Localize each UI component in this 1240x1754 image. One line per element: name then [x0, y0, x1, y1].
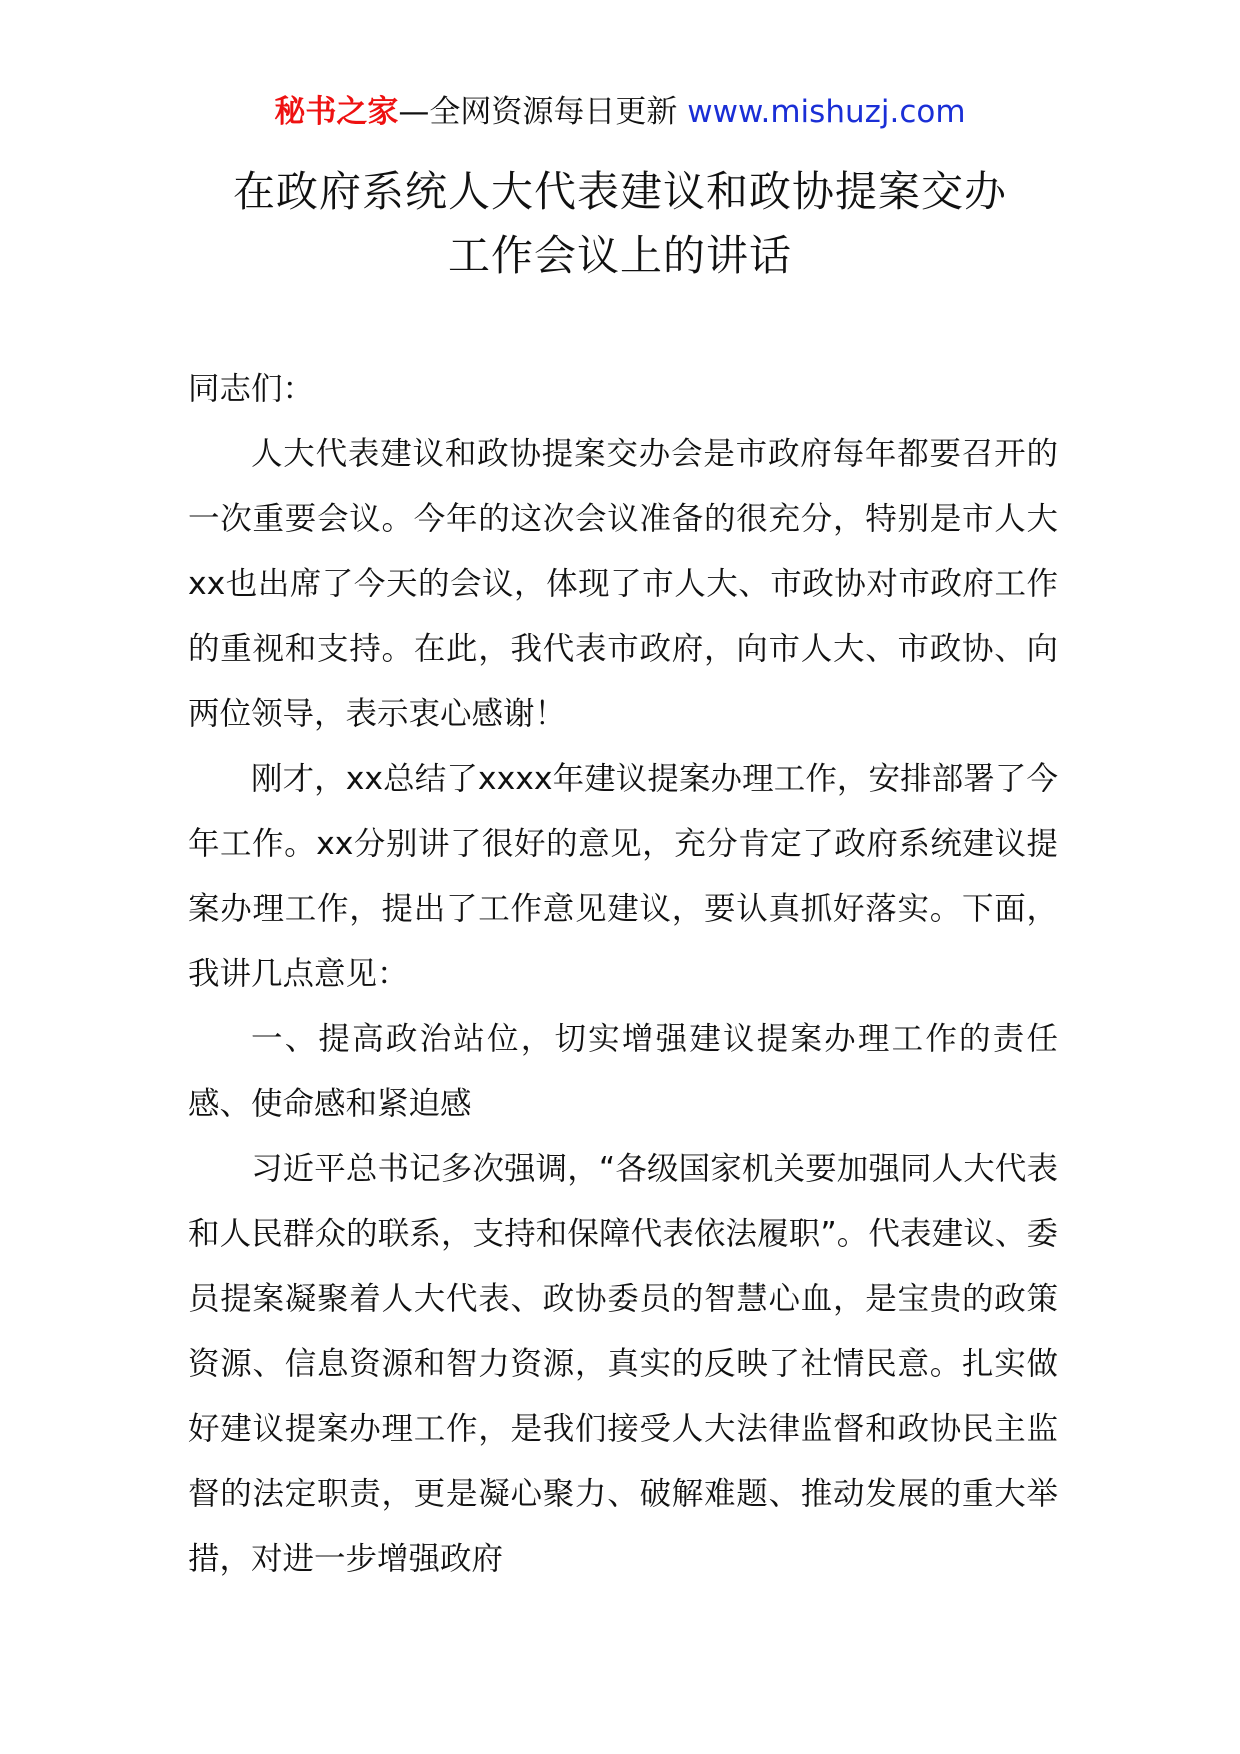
document-title — [0, 160, 1240, 288]
site-url-link[interactable]: www.mishuzj.com — [687, 94, 966, 130]
title-line-1: 在政府系统人大代表建议和政协提案交办 — [232, 167, 1007, 216]
site-header — [0, 92, 1240, 132]
header-slogan: —全网资源每日更新 — [398, 94, 678, 130]
paragraph-3: 习近平总书记多次强调，“各级国家机关要加强同人大代表和人民群众的联系，支持和保障代表依法履职”。代表建议、委员提案凝聚着人大代表、政协委员的智慧心血，是宝贵的政策资源、信息资源和智力资源，真实的反映了社情民意。扎实做好建议提案办理工作，是我们接受人大法律监督和政协民主监督的法定职责，更是凝心聚力、破解难题、推动发展的重大举措，对进一步增强政府 — [188, 1151, 1058, 1577]
title-line-2: 工作会议上的讲话 — [447, 231, 792, 280]
greeting: 同志们： — [188, 371, 315, 407]
paragraph-1: 人大代表建议和政协提案交办会是市政府每年都要召开的一次重要会议。今年的这次会议准备的很充分，特别是市人大xx也出席了今天的会议，体现了市人大、市政协对市政府工作的重视和支持。在此，我代表市政府，向市人大、市政协、向两位领导，表示衷心感谢！ — [188, 436, 1058, 732]
paragraph-2: 刚才，xx总结了xxxx年建议提案办理工作，安排部署了今年工作。xx分别讲了很好的意见，充分肯定了政府系统建议提案办理工作，提出了工作意见建议，要认真抓好落实。下面，我讲几点意见： — [188, 761, 1058, 992]
document-body — [188, 357, 1058, 1592]
brand-name: 秘书之家 — [274, 94, 399, 130]
section-heading-1: 一、提高政治站位，切实增强建议提案办理工作的责任感、使命感和紧迫感 — [188, 1021, 1058, 1122]
